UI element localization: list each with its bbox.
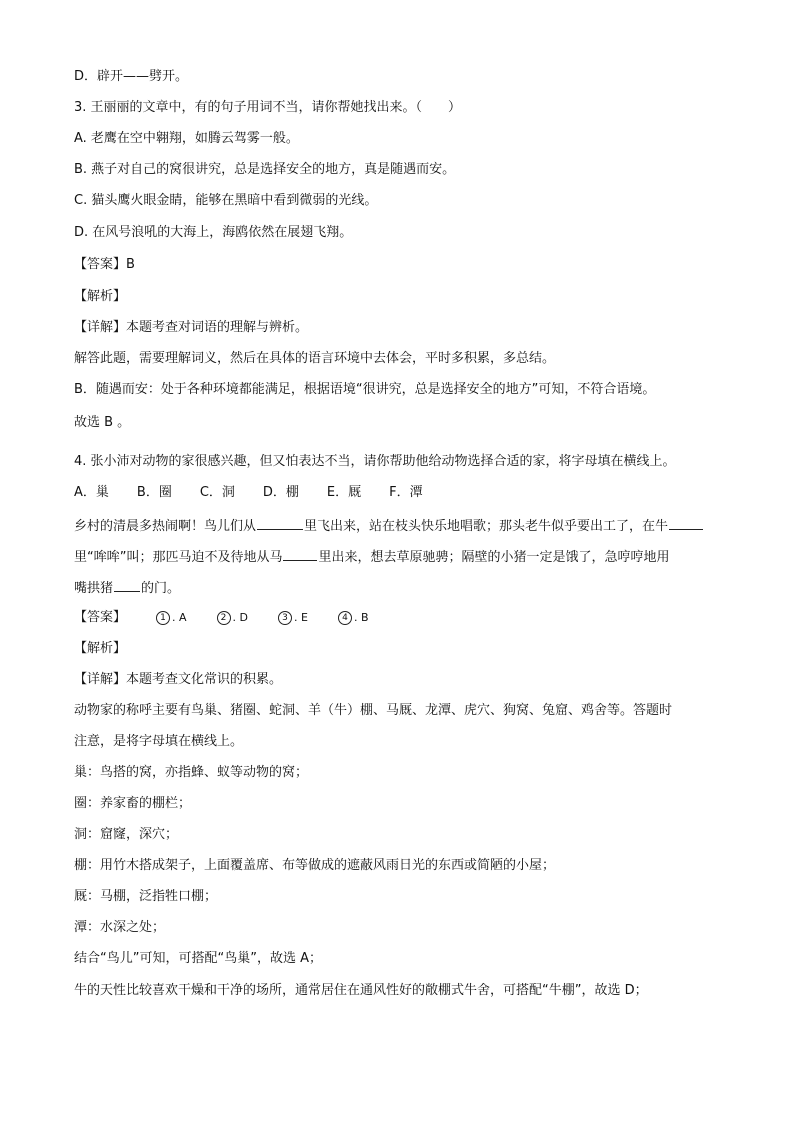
q4-option-a: A．巢 [74, 485, 109, 500]
q4-passage-line [74, 547, 734, 566]
q3-analysis-line: 解答此题，需要理解词义，然后在具体的语言环境中去体会，平时多积累，多总结。 [74, 351, 556, 366]
q3-analysis-line: 故选 B 。 [74, 415, 131, 430]
q3-analysis-tag: 【解析】 [74, 289, 127, 304]
answer-number: 1 [156, 611, 170, 625]
q3-option-b: B. 燕子对自己的窝很讲究，总是选择安全的地方，真是随遇而安。 [74, 162, 456, 177]
q4-analysis-line: 结合“鸟儿”可知，可搭配“鸟巢”，故选 A； [74, 951, 322, 966]
answer-blank[interactable] [669, 516, 703, 530]
passage-text: 里出来，想去草原驰骋；隔壁的小猪一定是饿了，急哼哼地用 [318, 550, 670, 565]
q4-analysis-line: 动物家的称呼主要有鸟巢、猪圈、蛇洞、羊（牛）棚、马厩、龙潭、虎穴、狗窝、兔窟、鸡舍等。答题时 [74, 703, 673, 718]
q3-option-d: D. 在风号浪吼的大海上，海鸥依然在展翅飞翔。 [74, 225, 353, 240]
q4-stem: 4. 张小沛对动物的家很感兴趣，但又怕表达不当，请你帮助他给动物选择合适的家，将字母填在横线上。 [74, 454, 676, 469]
q4-analysis-line: 棚：用竹木搭成架子，上面覆盖席、布等做成的遮蔽风雨日光的东西或简陋的小屋； [74, 858, 556, 873]
q4-analysis-line: 牛的天性比较喜欢干燥和干净的场所，通常居住在通风性好的敞棚式牛舍，可搭配“牛棚”，故选 D； [74, 983, 648, 998]
q3-option-a: A. 老鹰在空中翱翔，如腾云驾雾一般。 [74, 131, 299, 146]
q4-analysis-line: 巢：鸟搭的窝，亦指蜂、蚁等动物的窝； [74, 765, 309, 780]
answer-number: 3 [278, 611, 292, 625]
answer-value: . B [353, 611, 369, 624]
answer-value: B [126, 257, 135, 272]
answer-value: . E [294, 611, 308, 624]
q2-option-d: D．辟开——劈开。 [74, 69, 189, 84]
passage-text: 里“哞哞”叫；那匹马迫不及待地从马 [74, 550, 283, 565]
q4-analysis-line: 厩：马棚，泛指牲口棚； [74, 889, 218, 904]
q4-detail: 【详解】本题考查文化常识的积累。 [74, 672, 283, 687]
answer-number: 2 [217, 611, 231, 625]
q4-option-b: B．圈 [136, 485, 172, 500]
q4-answer [74, 609, 734, 626]
q4-analysis-line: 注意，是将字母填在横线上。 [74, 734, 244, 749]
answer-value: . A [172, 611, 187, 624]
q4-option-c: C．洞 [199, 485, 235, 500]
q4-passage-line [74, 578, 734, 597]
q3-stem: 3. 王丽丽的文章中，有的句子用词不当，请你帮她找出来。（ ） [74, 100, 462, 115]
answer-number: 4 [338, 611, 352, 625]
answer-value: . D [232, 611, 249, 624]
q4-option-e: E．厩 [326, 485, 362, 500]
q4-analysis-line: 潭：水深之处； [74, 920, 166, 935]
q4-passage-line [74, 516, 734, 535]
q4-option-f: F．潭 [389, 485, 423, 500]
q3-answer [74, 256, 734, 273]
q4-options [74, 484, 734, 501]
answer-tag: 【答案】 [74, 610, 127, 625]
answer-blank[interactable] [283, 547, 317, 561]
passage-text: 嘴拱猪 [74, 581, 114, 596]
answer-tag: 【答案】 [74, 257, 127, 272]
q4-analysis-line: 洞：窟窿，深穴； [74, 827, 179, 842]
q3-analysis-line: B．随遇而安：处于各种环境都能满足，根据语境“很讲究，总是选择安全的地方”可知，不符合语境。 [74, 382, 656, 397]
passage-text: 的门。 [141, 581, 181, 596]
q4-analysis-tag: 【解析】 [74, 641, 127, 656]
q3-detail: 【详解】本题考查对词语的理解与辨析。 [74, 320, 309, 335]
passage-text: 乡村的清晨多热闹啊！鸟儿们从 [74, 519, 257, 534]
answer-blank[interactable] [257, 516, 303, 530]
q3-option-c: C. 猫头鹰火眼金睛，能够在黑暗中看到微弱的光线。 [74, 193, 378, 208]
q4-analysis-line: 圈：养家畜的棚栏； [74, 796, 192, 811]
answer-blank[interactable] [114, 578, 140, 592]
passage-text: 里飞出来，站在枝头快乐地唱歌；那头老牛似乎要出工了，在牛 [304, 519, 669, 534]
q4-option-d: D．棚 [262, 485, 299, 500]
